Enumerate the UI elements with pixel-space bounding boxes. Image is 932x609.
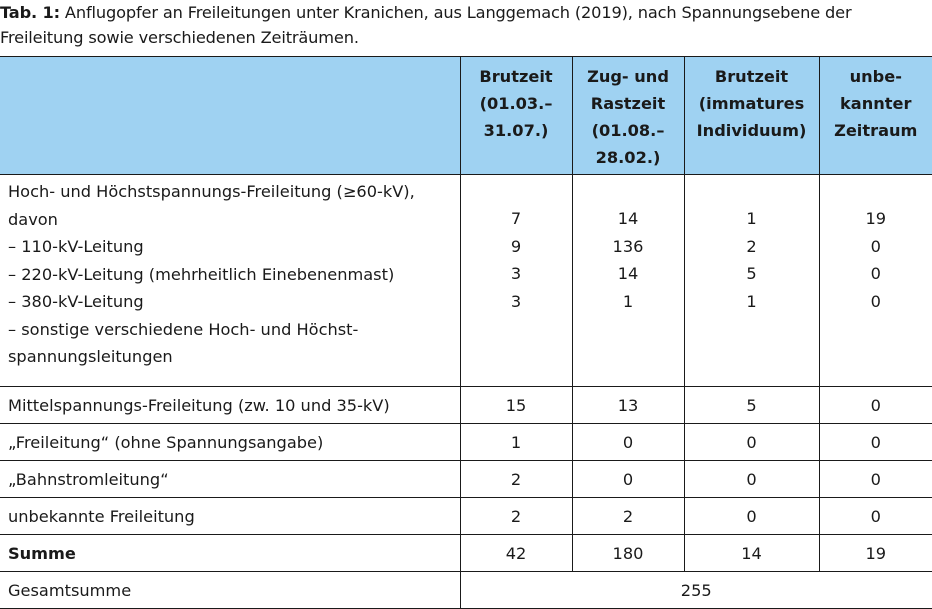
- hv-value: 1: [746, 209, 757, 228]
- row-value: 0: [819, 461, 932, 498]
- row-value: 0: [572, 424, 684, 461]
- row-value: 0: [819, 498, 932, 535]
- header-brutzeit-immatur-text: Brutzeit (immatures Individuum): [696, 67, 807, 140]
- hv-value: 3: [510, 264, 522, 283]
- data-table: [0, 56, 932, 609]
- header-cell-brutzeit-immatur: [684, 57, 819, 175]
- table-caption: [0, 0, 930, 50]
- hv-brutzeit-cell: [460, 175, 572, 387]
- hv-label-line: – 380-kV-Leitung: [8, 292, 144, 311]
- hv-value: 19: [865, 209, 887, 228]
- row-label: „Freileitung“ (ohne Spannungsangabe): [0, 424, 460, 461]
- table-row-gesamtsumme: [0, 572, 932, 609]
- hv-label-line: – 220-kV-Leitung (mehrheitlich Einebenenmast): [8, 264, 395, 284]
- header-cell-brutzeit: [460, 57, 572, 175]
- row-label: Mittelspannungs-Freileitung (zw. 10 und 35-kV): [0, 387, 460, 424]
- summe-value: 180: [572, 535, 684, 572]
- hv-value: 7: [510, 209, 522, 228]
- row-value: 2: [572, 498, 684, 535]
- hv-value: 0: [870, 264, 881, 283]
- row-value: 2: [460, 461, 572, 498]
- hv-value: 1: [622, 291, 634, 311]
- caption-text: Anflugopfer an Freileitungen unter Kranichen, aus Langgemach (2019), nach Spannungsebene der Freileitung sowie verschiedenen Zeiträumen.: [0, 3, 852, 47]
- hv-value: 136: [612, 236, 644, 256]
- gesamtsumme-value: 255: [460, 572, 932, 609]
- hv-value: 14: [617, 209, 639, 228]
- summe-label: Summe: [0, 535, 460, 572]
- hv-label-line: davon: [8, 209, 58, 229]
- header-zug-rastzeit-text: Zug- und Rastzeit (01.08.–28.02.): [587, 67, 669, 167]
- table-row: [0, 424, 932, 461]
- row-value: 0: [572, 461, 684, 498]
- hv-brutzeit-immatur-cell: [684, 175, 819, 387]
- row-value: 15: [460, 387, 572, 424]
- header-row: [0, 57, 932, 175]
- hv-value: 2: [746, 236, 757, 256]
- hv-label-line: – 110-kV-Leitung: [8, 237, 144, 256]
- row-value: 0: [684, 424, 819, 461]
- table-row: [0, 498, 932, 535]
- hv-value: 0: [870, 236, 881, 256]
- hv-value: 14: [617, 264, 639, 283]
- table-row: [0, 387, 932, 424]
- hv-value: 1: [746, 291, 757, 311]
- row-value: 0: [684, 461, 819, 498]
- row-value: 0: [684, 498, 819, 535]
- hv-zug-rastzeit-cell: [572, 175, 684, 387]
- row-label: „Bahnstromleitung“: [0, 461, 460, 498]
- hv-label-line: – sonstige verschiedene Hoch- und Höchst-: [8, 319, 359, 339]
- header-cell-zug-rastzeit: [572, 57, 684, 175]
- row-value: 5: [684, 387, 819, 424]
- row-value: 1: [460, 424, 572, 461]
- header-cell-unbekannt: [819, 57, 932, 175]
- row-value: 0: [819, 424, 932, 461]
- hv-value: 9: [510, 236, 522, 256]
- table-row: [0, 461, 932, 498]
- hv-value: 3: [510, 291, 522, 311]
- hv-label-line: Hoch- und Höchstspannungs-Freileitung (≥60-kV),: [8, 182, 415, 201]
- hv-label-line: spannungsleitungen: [8, 347, 173, 366]
- header-brutzeit-text: Brutzeit (01.03.–31.07.): [479, 67, 553, 140]
- header-unbekannt-text: unbe-kannter Zeitraum: [834, 67, 918, 140]
- row-value: 13: [572, 387, 684, 424]
- hv-value: 5: [746, 264, 757, 283]
- row-value: 2: [460, 498, 572, 535]
- hv-value: 0: [870, 291, 881, 311]
- row-label: unbekannte Freileitung: [0, 498, 460, 535]
- table-row-hochspannung: [0, 175, 932, 387]
- header-cell-category: [0, 57, 460, 175]
- summe-value: 14: [684, 535, 819, 572]
- hv-unbekannt-cell: [819, 175, 932, 387]
- gesamtsumme-label: Gesamtsumme: [0, 572, 460, 609]
- row-value: 0: [819, 387, 932, 424]
- hochspannung-label-cell: [0, 175, 460, 387]
- table-row-summe: [0, 535, 932, 572]
- caption-label: Tab. 1:: [0, 3, 60, 22]
- summe-value: 42: [460, 535, 572, 572]
- summe-value: 19: [819, 535, 932, 572]
